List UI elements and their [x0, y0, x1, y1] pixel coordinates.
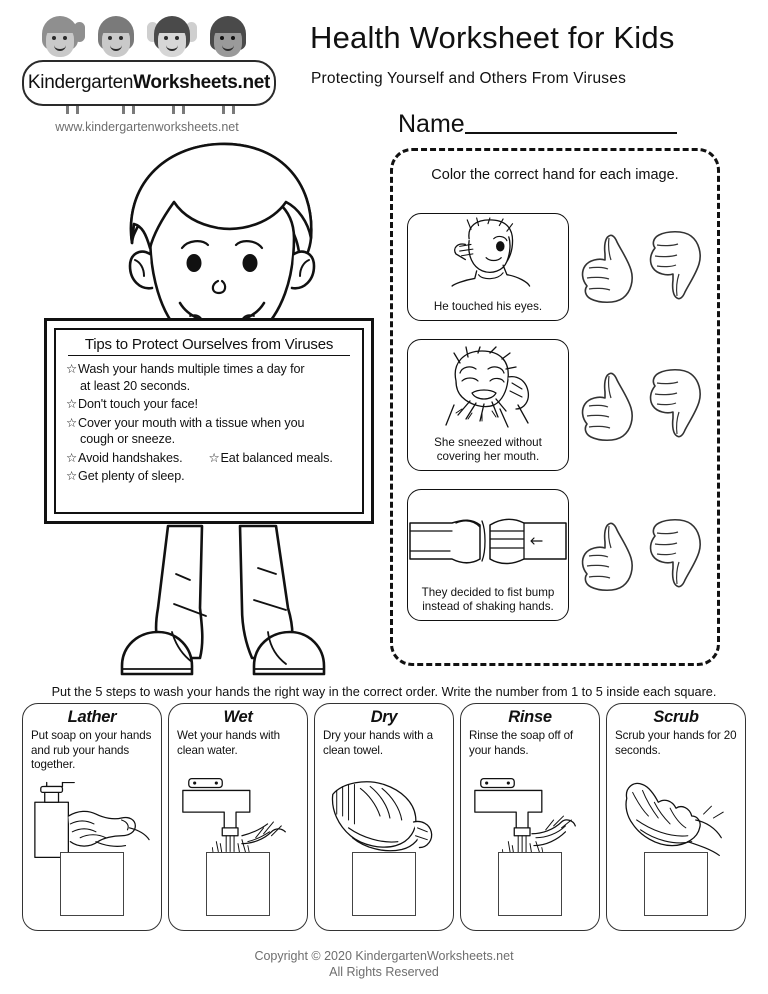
thumbs-up-icon[interactable] — [579, 228, 639, 306]
step-title: Lather — [67, 708, 117, 726]
tip-text: Get plenty of sleep. — [78, 469, 185, 483]
question-caption — [426, 436, 550, 470]
page-title: Health Worksheet for Kids — [310, 20, 675, 55]
caption-line-1: They decided to fist bump — [421, 586, 555, 599]
eye-icon — [175, 36, 179, 40]
tips-sign-inner — [54, 328, 364, 514]
tip-text: Eat balanced meals. — [220, 450, 333, 465]
step-title: Rinse — [508, 708, 552, 726]
site-url-text: www.kindergartenworksheets.net — [55, 120, 239, 134]
star-icon: ☆ — [66, 362, 78, 376]
name-label: Name — [398, 110, 465, 138]
color-activity-panel — [390, 148, 720, 666]
steps-row — [22, 703, 746, 931]
thumbs-down-icon[interactable] — [647, 228, 707, 306]
logo-kids-illustration — [38, 14, 256, 66]
eye-icon — [63, 36, 67, 40]
color-question-row — [407, 339, 709, 471]
question-card-3 — [407, 489, 569, 621]
logo-nameplate[interactable] — [22, 60, 276, 106]
thumbs-choice-group-3 — [579, 516, 707, 594]
tip-text: Wash your hands multiple times a day for — [78, 362, 305, 376]
page-footer — [0, 948, 768, 980]
question-card-2 — [407, 339, 569, 471]
bangs-icon — [45, 20, 75, 33]
step-description: Scrub your hands for 20 seconds. — [615, 729, 737, 757]
thumbs-down-icon[interactable] — [647, 516, 707, 594]
step-description: Wet your hands with clean water. — [177, 729, 280, 757]
logo-brand-light: Kindergarten — [27, 72, 134, 93]
site-logo — [22, 14, 272, 134]
bangs-icon — [213, 20, 243, 33]
question-card-1 — [407, 213, 569, 321]
tips-sign — [44, 318, 374, 524]
step-card-wet — [168, 703, 308, 931]
caption-line-1: She sneezed without — [434, 436, 542, 449]
step-title: Scrub — [653, 708, 699, 726]
answer-square[interactable] — [498, 852, 562, 916]
caption-line-2: instead of shaking hands. — [422, 600, 554, 613]
tip-text: Don't touch your face! — [78, 397, 198, 411]
tip-text: Avoid handshakes. — [78, 450, 183, 465]
answer-square[interactable] — [60, 852, 124, 916]
step-description: Rinse the soap off of your hands. — [469, 729, 574, 757]
fist-bump-illustration — [408, 494, 568, 586]
eye-icon — [108, 36, 112, 40]
caption-line-2: covering her mouth. — [436, 450, 540, 463]
logo-kid-3 — [150, 16, 194, 66]
tip-text-continued: at least 20 seconds. — [80, 378, 191, 393]
steps-instruction: Put the 5 steps to wash your hands the right way in the correct order. Write the number from 1 to 5 inside each square. — [51, 685, 717, 699]
step-card-scrub — [606, 703, 746, 931]
color-question-row — [407, 213, 709, 321]
color-question-row — [407, 489, 709, 621]
star-icon: ☆ — [66, 469, 78, 483]
step-description: Put soap on your hands and rub your hands together. — [31, 729, 152, 771]
star-icon: ☆ — [66, 415, 78, 430]
eye-icon — [52, 36, 56, 40]
question-caption — [414, 586, 563, 620]
faucet-hands-illustration — [173, 776, 303, 862]
tip-item — [66, 396, 352, 413]
step-card-lather — [22, 703, 162, 931]
answer-square[interactable] — [206, 852, 270, 916]
eye-icon — [164, 36, 168, 40]
rights-text: All Rights Reserved — [329, 965, 439, 979]
tip-item — [66, 361, 352, 394]
step-description: Dry your hands with a clean towel. — [323, 729, 434, 757]
star-icon: ☆ — [66, 450, 78, 465]
step-title: Wet — [223, 708, 253, 726]
answer-square[interactable] — [352, 852, 416, 916]
tip-item — [66, 415, 352, 448]
star-icon: ☆ — [66, 397, 78, 411]
tip-item — [66, 450, 183, 467]
faucet-rinse-hands-illustration — [465, 776, 595, 862]
bangs-icon — [157, 20, 187, 33]
soap-dispenser-hands-illustration — [27, 776, 157, 862]
star-icon: ☆ — [208, 450, 220, 465]
logo-brand-bold: Worksheets.net — [133, 72, 271, 93]
thumbs-down-icon[interactable] — [647, 366, 707, 444]
tip-item-row — [66, 450, 352, 467]
question-caption: He touched his eyes. — [433, 300, 543, 313]
name-field-row — [398, 110, 677, 139]
step-card-rinse — [460, 703, 600, 931]
page-subtitle: Protecting Yourself and Others From Viruses — [311, 70, 627, 87]
eye-icon — [231, 36, 235, 40]
tips-title: Tips to Protect Ourselves from Viruses — [68, 336, 350, 356]
tip-item — [209, 450, 333, 467]
step-card-dry — [314, 703, 454, 931]
boy-touching-eye-illustration — [408, 218, 568, 286]
name-input-line[interactable] — [465, 132, 677, 134]
tip-item — [66, 468, 352, 485]
thumbs-choice-group-1 — [579, 228, 707, 306]
step-title: Dry — [370, 708, 398, 726]
logo-legs — [22, 106, 272, 114]
thumbs-choice-group-2 — [579, 366, 707, 444]
tip-text: Cover your mouth with a tissue when you — [78, 415, 305, 430]
girl-sneezing-illustration — [408, 344, 568, 436]
logo-kid-4 — [206, 16, 250, 66]
towel-hands-illustration — [319, 776, 449, 862]
eye-icon — [220, 36, 224, 40]
page-header — [0, 0, 768, 140]
scrubbing-hands-illustration — [611, 776, 741, 862]
answer-square[interactable] — [644, 852, 708, 916]
eye-icon — [119, 36, 123, 40]
thumbs-up-icon[interactable] — [579, 366, 639, 444]
color-activity-heading: Color the correct hand for each image. — [431, 167, 679, 183]
tip-text-continued: cough or sneeze. — [80, 432, 176, 446]
bangs-icon — [101, 20, 131, 33]
logo-kid-1 — [38, 16, 82, 66]
copyright-text: Copyright © 2020 KindergartenWorksheets.net — [254, 949, 514, 963]
thumbs-up-icon[interactable] — [579, 516, 639, 594]
logo-kid-2 — [94, 16, 138, 66]
